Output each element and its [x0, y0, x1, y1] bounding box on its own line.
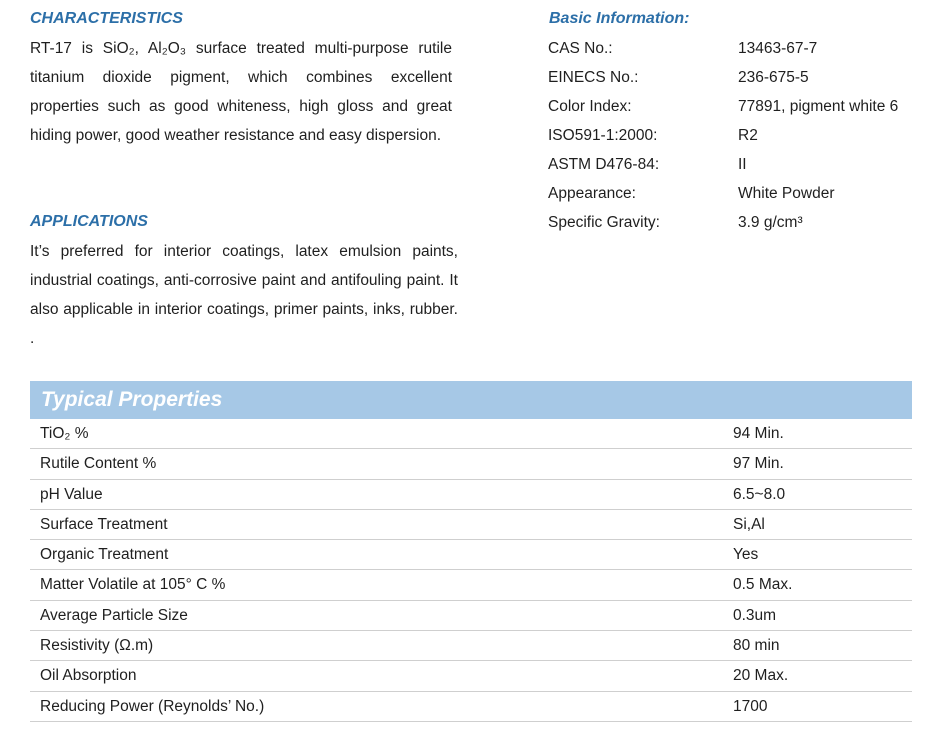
applications-text: It’s preferred for interior coatings, latex emulsion paints, industrial coatings, anti-corrosive paint and antifouling paint. It also applicable in interior coatings, primer paints, inks, rubber. . [30, 243, 458, 347]
table-row [30, 601, 912, 631]
table-row [30, 510, 912, 540]
table-row [30, 540, 912, 570]
basic-info-heading: Basic Information: [549, 10, 690, 27]
table-row [30, 480, 912, 510]
property-value: Yes [733, 546, 759, 564]
property-value: 94 Min. [733, 425, 784, 442]
basic-info-label: Color Index: [548, 98, 632, 115]
basic-info-label: ASTM D476-84: [548, 156, 660, 173]
property-value: Si,Al [733, 515, 765, 533]
property-value: 0.3um [733, 606, 777, 624]
basic-info-row [548, 121, 898, 150]
basic-info-value: 236-675-5 [738, 69, 809, 86]
basic-info-list [548, 34, 898, 237]
property-name: Surface Treatment [40, 515, 168, 533]
property-name: pH Value [40, 485, 103, 503]
table-row [30, 419, 912, 449]
table-row [30, 692, 912, 722]
basic-info-row [548, 92, 898, 121]
table-row [30, 631, 912, 661]
characteristics-heading: CHARACTERISTICS [30, 10, 183, 27]
table-row [30, 661, 912, 691]
basic-info-row [548, 63, 898, 92]
property-name: Resistivity (Ω.m) [40, 637, 154, 655]
table-row [30, 570, 912, 600]
property-value: 0.5 Max. [733, 576, 793, 594]
applications-heading: APPLICATIONS [30, 213, 148, 230]
table-row [30, 449, 912, 479]
basic-info-label: Specific Gravity: [548, 214, 660, 231]
property-value: 6.5~8.0 [733, 485, 786, 503]
property-value: 97 Min. [733, 455, 784, 473]
typical-properties-heading: Typical Properties [30, 381, 912, 419]
property-name: TiO₂ % [40, 425, 89, 442]
property-name: Reducing Power (Reynolds’ No.) [40, 697, 265, 715]
property-name: Rutile Content % [40, 455, 157, 473]
property-value: 80 min [733, 637, 780, 655]
property-value: 1700 [733, 697, 768, 715]
characteristics-text: RT-17 is SiO₂, Al₂O₃ surface treated multi-purpose rutile titanium dioxide pigment, which combines excellent properties such as good whiteness, high gloss and great hiding power, good weather resistance and easy dispersion. [30, 40, 452, 144]
typical-properties-table [30, 381, 912, 722]
basic-info-label: EINECS No.: [548, 69, 639, 86]
property-name: Oil Absorption [40, 667, 137, 685]
basic-info-row [548, 150, 898, 179]
property-value: 20 Max. [733, 667, 789, 685]
basic-info-label: Appearance: [548, 185, 636, 202]
basic-info-value: 13463-67-7 [738, 40, 818, 57]
property-name: Organic Treatment [40, 546, 169, 564]
basic-info-row [548, 208, 898, 237]
basic-info-value: White Powder [738, 185, 835, 202]
property-name: Matter Volatile at 105° C % [40, 576, 226, 594]
basic-info-row [548, 179, 898, 208]
basic-info-label: ISO591-1:2000: [548, 127, 658, 144]
basic-info-value: 3.9 g/cm³ [738, 214, 803, 231]
basic-info-value: R2 [738, 127, 758, 144]
basic-info-row [548, 34, 898, 63]
basic-info-value: 77891, pigment white 6 [738, 98, 899, 115]
basic-info-label: CAS No.: [548, 40, 613, 57]
basic-info-value: II [738, 156, 747, 173]
property-name: Average Particle Size [40, 606, 188, 624]
